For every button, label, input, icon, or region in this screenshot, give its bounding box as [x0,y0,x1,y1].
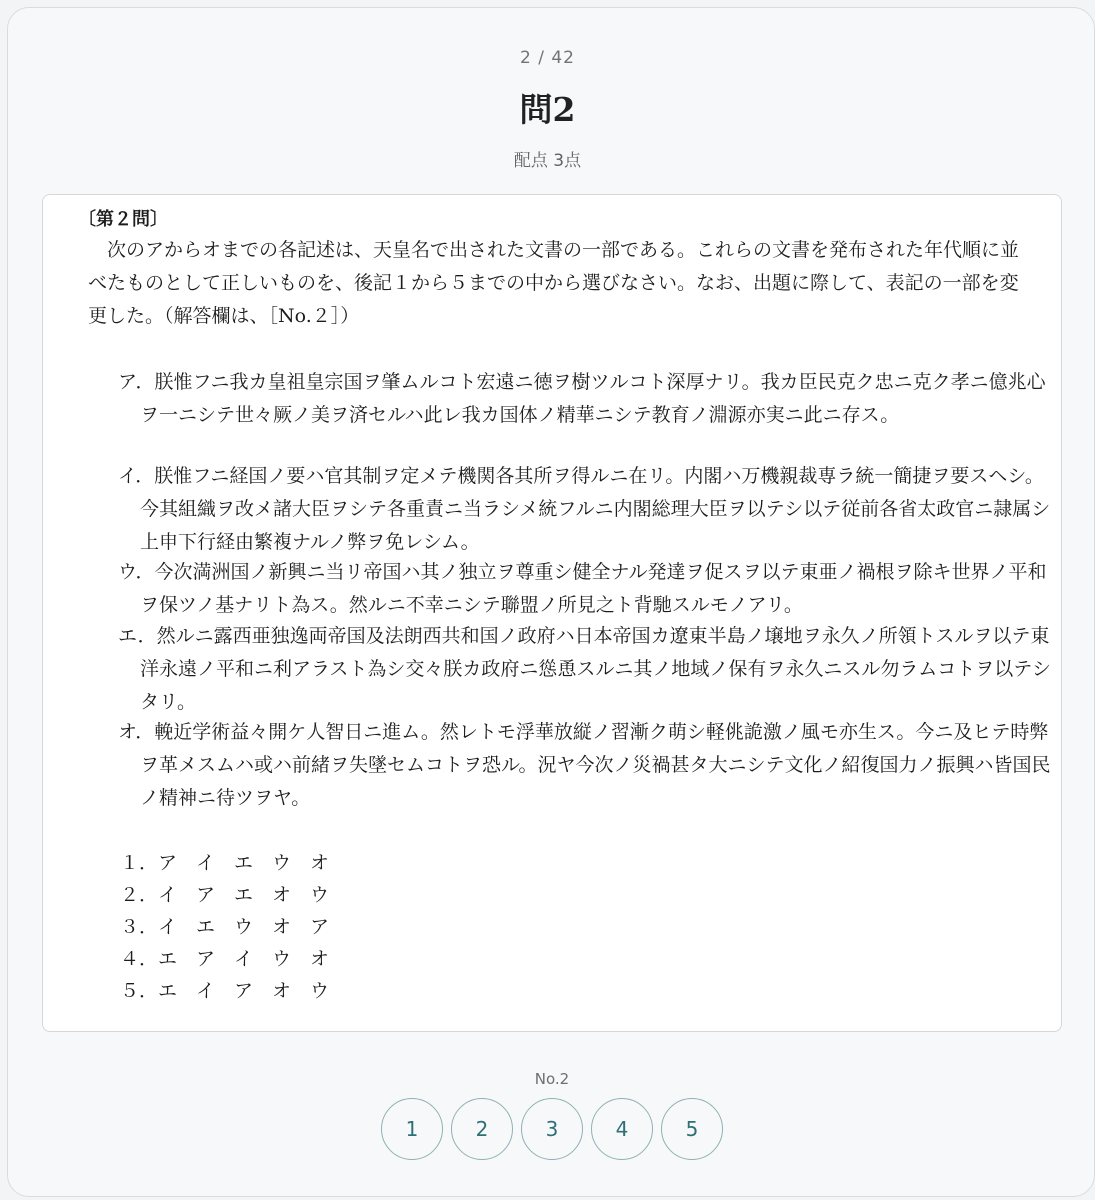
answer-button-2[interactable]: 2 [451,1098,513,1160]
answer-button-4[interactable]: 4 [591,1098,653,1160]
answer-option-4: ４．エ ア イ ウ オ [120,948,330,970]
statement-u: ウ．今次満洲国ノ新興ニ当リ帝国ハ其ノ独立ヲ尊重シ健全ナル発達ヲ促スヲ以テ東亜ノ禍根ヲ除キ世界ノ平和ヲ保ツノ基ナリト為ス。然ルニ不幸ニシテ聯盟ノ所見之ト背馳スルモノアリ。 [118,561,1047,616]
question-counter: 2 / 42 [520,48,575,68]
answer-option-5: ５．エ イ ア オ ウ [120,980,330,1002]
statement-e: エ．然ルニ露西亜独逸両帝国及法朗西共和国ノ政府ハ日本帝国カ遼東半島ノ壌地ヲ永久ノ所領トスルヲ以テ東洋永遠ノ平和ニ利アラスト為シ交々朕カ政府ニ慫恿スルニ其ノ地域ノ保有ヲ永久ニスル勿ラムコトヲ以テシタリ。 [118,625,1051,713]
answer-option-1: １．ア イ エ ウ オ [120,852,330,874]
answer-field-label: No.2 [534,1070,570,1088]
answer-button-5[interactable]: 5 [661,1098,723,1160]
question-intro: 次のアからオまでの各記述は、天皇名で出された文書の一部である。これらの文書を発布された年代順に並べたものとして正しいものを、後記１から５までの中から選びなさい。なお、出題に際して、表記の一部を変更した。（解答欄は、［No.２］） [88,239,1020,327]
answer-option-2: ２．イ ア エ オ ウ [120,884,330,906]
answer-option-3: ３．イ エ ウ オ ア [120,916,330,938]
statement-o: オ．輓近学術益々開ケ人智日ニ進ム。然レトモ浮華放縦ノ習漸ク萌シ軽佻詭激ノ風モ亦生ス。今ニ及ヒテ時弊ヲ革メスムハ或ハ前緒ヲ失墜セムコトヲ恐ル。況ヤ今次ノ災禍甚タ大ニシテ文化ノ紹復国力ノ振興ハ皆国民ノ精神ニ待ツヲヤ。 [118,721,1051,809]
answer-button-group [381,1098,723,1160]
question-title: 問2 [519,90,576,129]
statement-i: イ．朕惟フニ経国ノ要ハ官其制ヲ定メテ機関各其所ヲ得ルニ在リ。内閣ハ万機親裁専ラ統一簡捷ヲ要スヘシ。今其組織ヲ改メ諸大臣ヲシテ各重責ニ当ラシメ統フルニ内閣総理大臣ヲ以テシ以テ従前各省太政官ニ隷属シ上申下行経由繁複ナルノ弊ヲ免レシム。 [118,465,1051,553]
statement-a: ア．朕惟フニ我カ皇祖皇宗国ヲ肇ムルコト宏遠ニ徳ヲ樹ツルコト深厚ナリ。我カ臣民克ク忠ニ克ク孝ニ億兆心ヲ一ニシテ世々厥ノ美ヲ済セルハ此レ我カ国体ノ精華ニシテ教育ノ淵源亦実ニ此ニ存ス。 [118,371,1046,426]
answer-button-3[interactable]: 3 [521,1098,583,1160]
section-heading: 〔第２問〕 [78,209,168,230]
points-label: 配点 3点 [513,151,582,171]
answer-button-1[interactable]: 1 [381,1098,443,1160]
